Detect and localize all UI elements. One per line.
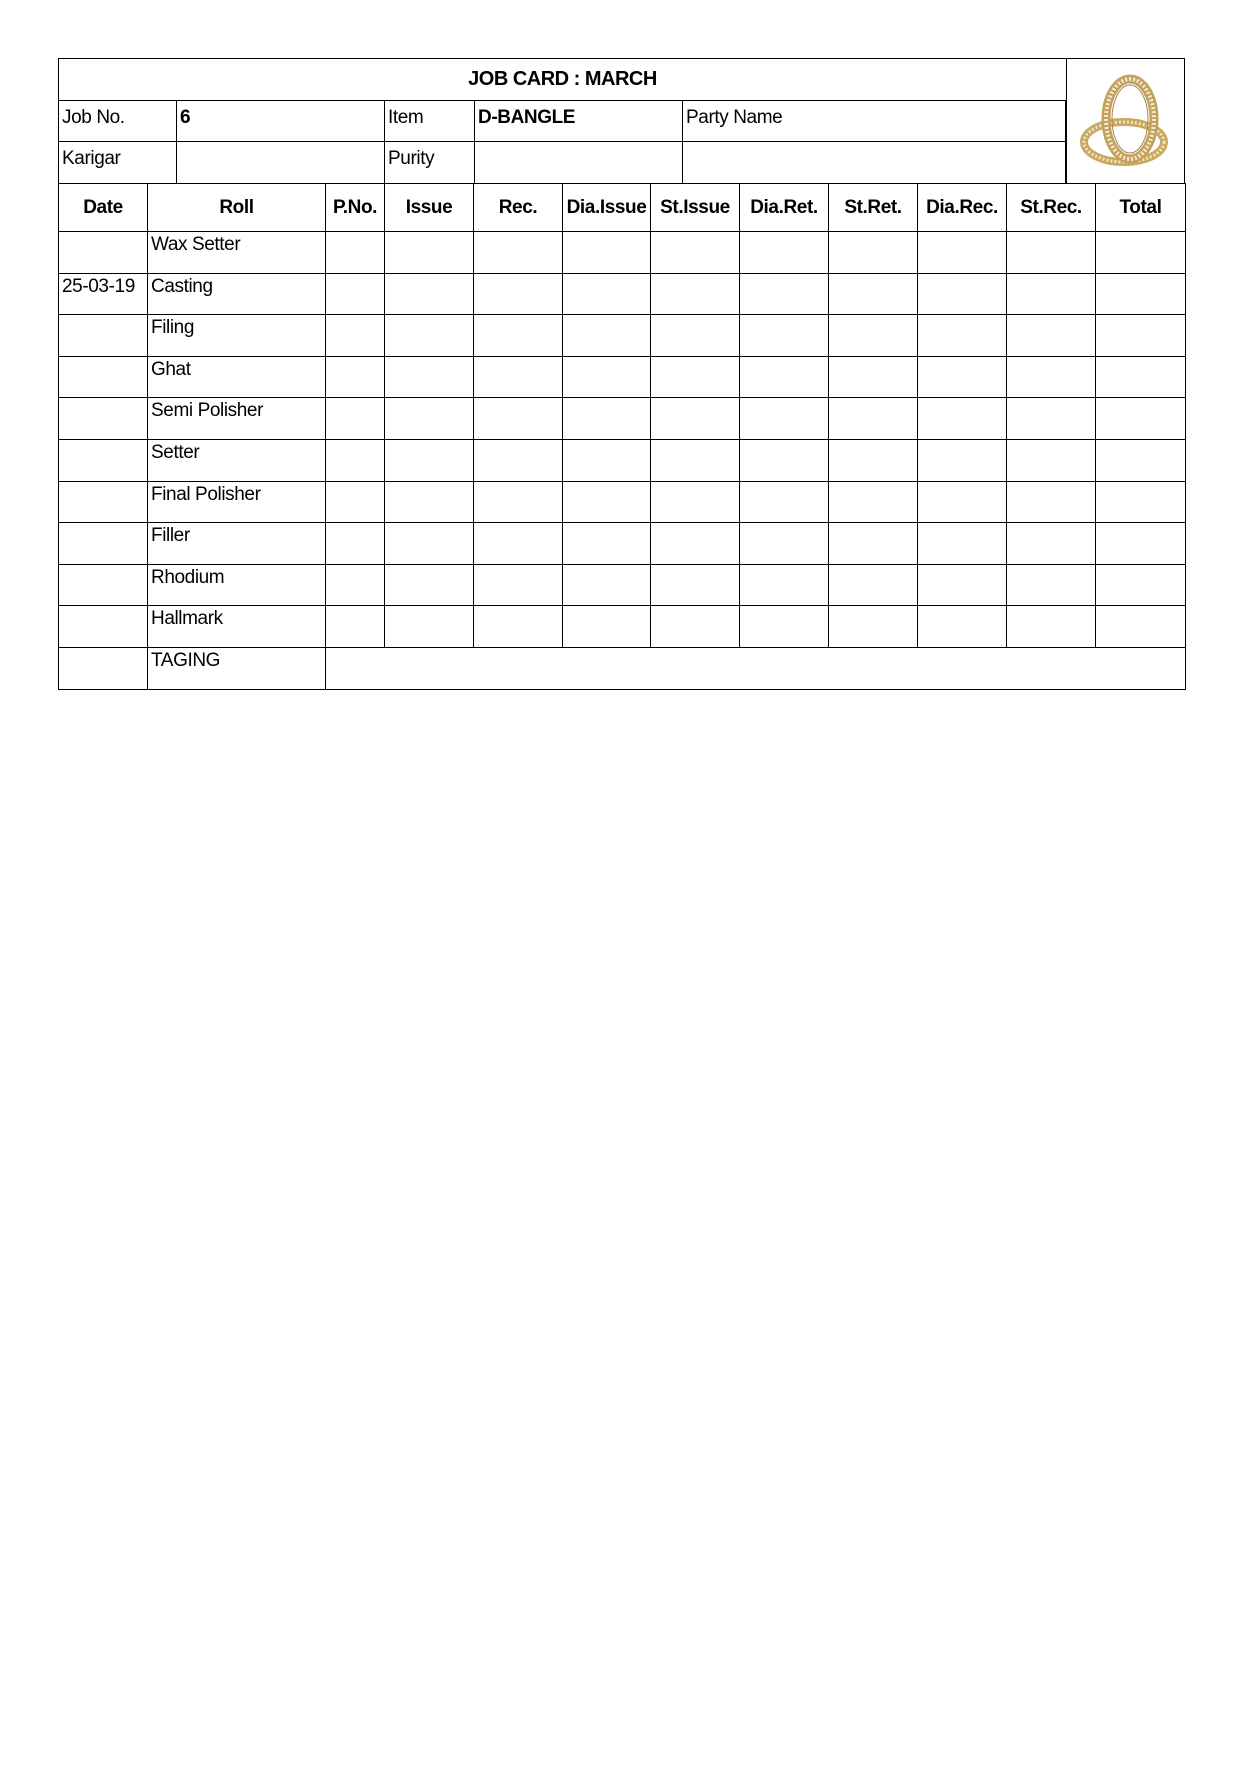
- table-row: [59, 398, 1186, 440]
- dia-issue-cell[interactable]: [563, 439, 651, 481]
- date-cell[interactable]: 25-03-19: [59, 273, 148, 315]
- roll-cell: Casting: [148, 273, 326, 315]
- dia-ret-cell[interactable]: [740, 481, 829, 523]
- rec-cell[interactable]: [474, 439, 563, 481]
- table-row: [59, 439, 1186, 481]
- st-rec-cell[interactable]: [1007, 273, 1096, 315]
- st-issue-cell[interactable]: [651, 398, 740, 440]
- rec-cell[interactable]: [474, 232, 563, 274]
- karigar-label: Karigar: [59, 142, 177, 184]
- issue-cell[interactable]: [385, 398, 474, 440]
- job-card-header: [58, 58, 1185, 183]
- st-ret-cell[interactable]: [829, 273, 918, 315]
- roll-cell: Semi Polisher: [148, 398, 326, 440]
- issue-cell[interactable]: [385, 273, 474, 315]
- total-cell[interactable]: [1096, 356, 1186, 398]
- st-rec-cell[interactable]: [1007, 481, 1096, 523]
- dia-issue-cell[interactable]: [563, 523, 651, 565]
- rec-cell[interactable]: [474, 315, 563, 357]
- dia-rec-cell[interactable]: [918, 606, 1007, 648]
- product-photo: [1066, 59, 1184, 184]
- date-cell[interactable]: [59, 439, 148, 481]
- st-rec-cell[interactable]: [1007, 315, 1096, 357]
- dia-issue-cell[interactable]: [563, 273, 651, 315]
- rec-cell[interactable]: [474, 356, 563, 398]
- column-header-dia-issue: Dia.Issue: [563, 184, 651, 232]
- dia-ret-cell[interactable]: [740, 398, 829, 440]
- date-cell[interactable]: [59, 356, 148, 398]
- rec-cell[interactable]: [474, 273, 563, 315]
- job-no-value[interactable]: 6: [177, 101, 385, 142]
- roll-cell: Rhodium: [148, 564, 326, 606]
- p-no-cell[interactable]: [326, 523, 385, 565]
- dia-rec-cell[interactable]: [918, 356, 1007, 398]
- dia-issue-cell[interactable]: [563, 232, 651, 274]
- roll-cell: Filing: [148, 315, 326, 357]
- roll-cell: Final Polisher: [148, 481, 326, 523]
- total-cell[interactable]: [1096, 232, 1186, 274]
- dia-issue-cell[interactable]: [563, 481, 651, 523]
- dia-rec-cell[interactable]: [918, 439, 1007, 481]
- column-header-st-rec: St.Rec.: [1007, 184, 1096, 232]
- dia-rec-cell[interactable]: [918, 273, 1007, 315]
- total-cell[interactable]: [1096, 564, 1186, 606]
- issue-cell[interactable]: [385, 523, 474, 565]
- table-row: [59, 564, 1186, 606]
- dia-issue-cell[interactable]: [563, 398, 651, 440]
- p-no-cell[interactable]: [326, 398, 385, 440]
- dia-ret-cell[interactable]: [740, 606, 829, 648]
- item-value[interactable]: D-BANGLE: [475, 101, 683, 142]
- st-ret-cell[interactable]: [829, 481, 918, 523]
- date-cell[interactable]: [59, 398, 148, 440]
- st-rec-cell[interactable]: [1007, 356, 1096, 398]
- column-header-total: Total: [1096, 184, 1186, 232]
- column-header-st-ret: St.Ret.: [829, 184, 918, 232]
- total-cell[interactable]: [1096, 481, 1186, 523]
- total-cell[interactable]: [1096, 273, 1186, 315]
- purity-label: Purity: [385, 142, 475, 184]
- dia-ret-cell[interactable]: [740, 315, 829, 357]
- dia-ret-cell[interactable]: [740, 564, 829, 606]
- date-cell[interactable]: [59, 481, 148, 523]
- date-cell[interactable]: [59, 564, 148, 606]
- st-ret-cell[interactable]: [829, 398, 918, 440]
- st-rec-cell[interactable]: [1007, 523, 1096, 565]
- st-issue-cell[interactable]: [651, 439, 740, 481]
- item-label: Item: [385, 101, 475, 142]
- st-issue-cell[interactable]: [651, 315, 740, 357]
- dia-ret-cell[interactable]: [740, 273, 829, 315]
- dia-rec-cell[interactable]: [918, 523, 1007, 565]
- st-issue-cell[interactable]: [651, 564, 740, 606]
- roll-cell: Wax Setter: [148, 232, 326, 274]
- dia-ret-cell[interactable]: [740, 356, 829, 398]
- st-issue-cell[interactable]: [651, 606, 740, 648]
- bangle-photo-icon: [1074, 64, 1178, 180]
- st-rec-cell[interactable]: [1007, 564, 1096, 606]
- purity-value[interactable]: [475, 142, 683, 184]
- job-no-label: Job No.: [59, 101, 177, 142]
- job-card: [58, 58, 1185, 690]
- rec-cell[interactable]: [474, 564, 563, 606]
- table-header-row: [59, 184, 1186, 232]
- party-name-value[interactable]: [683, 142, 1066, 184]
- table-row: [59, 606, 1186, 648]
- dia-rec-cell[interactable]: [918, 315, 1007, 357]
- total-cell[interactable]: [1096, 523, 1186, 565]
- column-header-rec: Rec.: [474, 184, 563, 232]
- issue-cell[interactable]: [385, 356, 474, 398]
- dia-ret-cell[interactable]: [740, 523, 829, 565]
- rec-cell[interactable]: [474, 523, 563, 565]
- column-header-p-no: P.No.: [326, 184, 385, 232]
- p-no-cell[interactable]: [326, 606, 385, 648]
- total-cell[interactable]: [1096, 315, 1186, 357]
- issue-cell[interactable]: [385, 606, 474, 648]
- total-cell[interactable]: [1096, 606, 1186, 648]
- st-ret-cell[interactable]: [829, 523, 918, 565]
- column-header-dia-rec: Dia.Rec.: [918, 184, 1007, 232]
- table-row: [59, 273, 1186, 315]
- column-header-dia-ret: Dia.Ret.: [740, 184, 829, 232]
- column-header-issue: Issue: [385, 184, 474, 232]
- table-row: [59, 481, 1186, 523]
- roll-cell: Filler: [148, 523, 326, 565]
- p-no-cell[interactable]: [326, 481, 385, 523]
- st-rec-cell[interactable]: [1007, 439, 1096, 481]
- dia-rec-cell[interactable]: [918, 398, 1007, 440]
- st-rec-cell[interactable]: [1007, 232, 1096, 274]
- issue-cell[interactable]: [385, 564, 474, 606]
- st-issue-cell[interactable]: [651, 356, 740, 398]
- p-no-cell[interactable]: [326, 564, 385, 606]
- dia-issue-cell[interactable]: [563, 564, 651, 606]
- table-row-taging: [59, 647, 1186, 689]
- dia-issue-cell[interactable]: [563, 606, 651, 648]
- dia-rec-cell[interactable]: [918, 232, 1007, 274]
- st-ret-cell[interactable]: [829, 315, 918, 357]
- st-ret-cell[interactable]: [829, 606, 918, 648]
- roll-cell: Ghat: [148, 356, 326, 398]
- st-rec-cell[interactable]: [1007, 398, 1096, 440]
- taging-merged-cell[interactable]: [326, 647, 1186, 689]
- date-cell[interactable]: [59, 523, 148, 565]
- dia-ret-cell[interactable]: [740, 439, 829, 481]
- st-rec-cell[interactable]: [1007, 606, 1096, 648]
- dia-ret-cell[interactable]: [740, 232, 829, 274]
- issue-cell[interactable]: [385, 481, 474, 523]
- total-cell[interactable]: [1096, 439, 1186, 481]
- date-cell[interactable]: [59, 315, 148, 357]
- p-no-cell[interactable]: [326, 273, 385, 315]
- rec-cell[interactable]: [474, 398, 563, 440]
- karigar-value[interactable]: [177, 142, 385, 184]
- p-no-cell[interactable]: [326, 356, 385, 398]
- st-ret-cell[interactable]: [829, 356, 918, 398]
- rec-cell[interactable]: [474, 606, 563, 648]
- p-no-cell[interactable]: [326, 232, 385, 274]
- issue-cell[interactable]: [385, 232, 474, 274]
- dia-rec-cell[interactable]: [918, 564, 1007, 606]
- dia-issue-cell[interactable]: [563, 315, 651, 357]
- dia-issue-cell[interactable]: [563, 356, 651, 398]
- process-table: [58, 183, 1186, 690]
- rec-cell[interactable]: [474, 481, 563, 523]
- column-header-st-issue: St.Issue: [651, 184, 740, 232]
- st-ret-cell[interactable]: [829, 232, 918, 274]
- st-issue-cell[interactable]: [651, 523, 740, 565]
- roll-cell: TAGING: [148, 647, 326, 689]
- column-header-date: Date: [59, 184, 148, 232]
- table-row: [59, 356, 1186, 398]
- roll-cell: Hallmark: [148, 606, 326, 648]
- st-issue-cell[interactable]: [651, 232, 740, 274]
- st-ret-cell[interactable]: [829, 564, 918, 606]
- date-cell[interactable]: [59, 606, 148, 648]
- table-row: [59, 523, 1186, 565]
- table-row: [59, 315, 1186, 357]
- st-ret-cell[interactable]: [829, 439, 918, 481]
- column-header-roll: Roll: [148, 184, 326, 232]
- st-issue-cell[interactable]: [651, 273, 740, 315]
- job-card-title: JOB CARD : MARCH: [59, 59, 1066, 101]
- issue-cell[interactable]: [385, 315, 474, 357]
- issue-cell[interactable]: [385, 439, 474, 481]
- dia-rec-cell[interactable]: [918, 481, 1007, 523]
- p-no-cell[interactable]: [326, 315, 385, 357]
- date-cell[interactable]: [59, 647, 148, 689]
- party-name-label: Party Name: [683, 101, 1066, 142]
- total-cell[interactable]: [1096, 398, 1186, 440]
- p-no-cell[interactable]: [326, 439, 385, 481]
- table-row: [59, 232, 1186, 274]
- st-issue-cell[interactable]: [651, 481, 740, 523]
- date-cell[interactable]: [59, 232, 148, 274]
- roll-cell: Setter: [148, 439, 326, 481]
